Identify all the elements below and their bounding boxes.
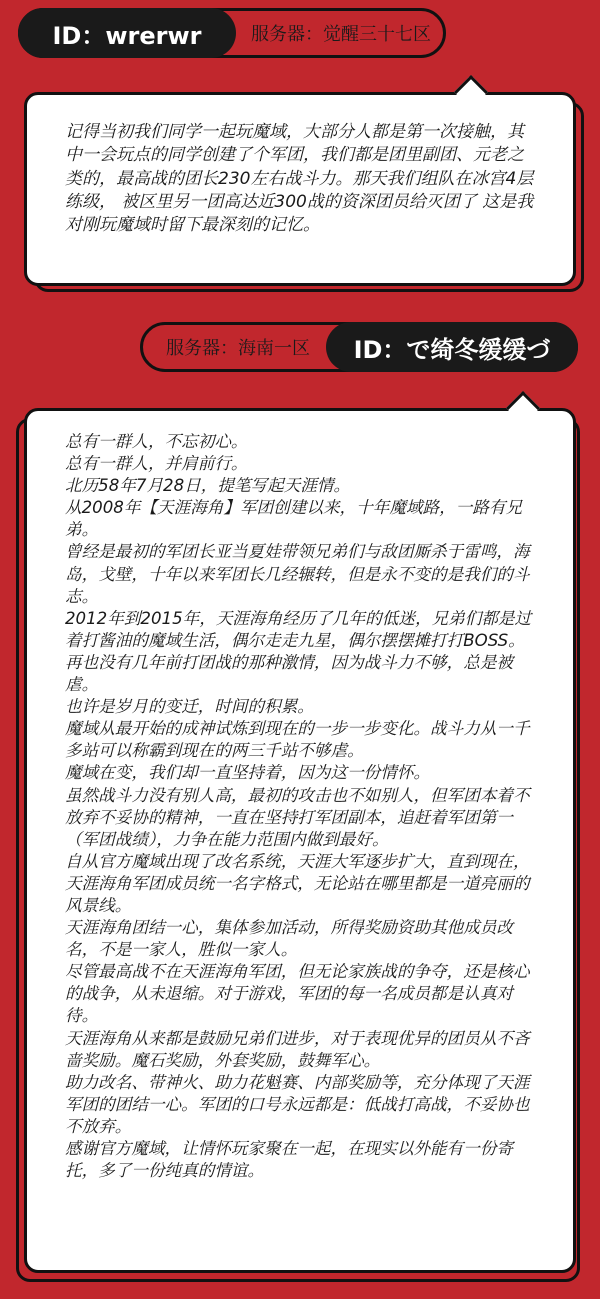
paragraph: 虽然战斗力没有别人高，最初的攻击也不如别人，但军团本着不放弃不妥协的精神，一直在坚持打军团副本，追赶着军团第一（军团战绩），力争在能力范围内做到最好。 bbox=[65, 785, 530, 849]
player-id-label: ID：wrerwr bbox=[18, 8, 236, 58]
message-card-2 bbox=[24, 408, 576, 1273]
paragraph: 天涯海角从来都是鼓励兄弟们进步，对于表现优异的团员从不吝啬奖励。魔石奖励，外套奖励，鼓舞军心。 bbox=[65, 1028, 530, 1070]
server-label: 服务器：海南一区 bbox=[166, 338, 310, 359]
paragraph: 尽管最高战不在天涯海角军团，但无论家族战的争夺，还是核心的战争，从未退缩。对于游戏，军团的每一名成员都是认真对待。 bbox=[65, 962, 530, 1026]
paragraph: 2012年到2015年，天涯海角经历了几年的低迷，兄弟们都是过着打酱油的魔域生活，偶尔走走九星，偶尔摆摆摊打打BOSS。再也没有几年前打团战的那种激情，因为战斗力不够，总是被虐。 bbox=[65, 608, 532, 695]
player-header-2 bbox=[140, 322, 578, 372]
paragraph: 也许是岁月的变迁，时间的积累。 bbox=[65, 697, 314, 717]
paragraph: 总有一群人，并肩前行。 bbox=[65, 454, 248, 474]
player-header-1 bbox=[18, 8, 446, 58]
server-label: 服务器：觉醒三十七区 bbox=[251, 24, 431, 45]
message-text: 记得当初我们同学一起玩魔域，大部分人都是第一次接触，其中一会玩点的同学创建了个军团，我们都是团里副团、元老之类的，最高战的团长230左右战斗力。那天我们组队在冰宫4层练级， 被区里另一团高达近300战的资深团员给灭团了 这是我对刚玩魔域时留下最深刻的记忆。 bbox=[65, 122, 534, 236]
player-id-label: ID：で绮冬缓缓づ bbox=[326, 322, 578, 372]
paragraph: 助力改名、带神火、助力花魁赛、内部奖励等，充分体现了天涯军团的团结一心。军团的口号永远都是：低战打高战，不妥协也不放弃。 bbox=[65, 1072, 530, 1136]
paragraph: 曾经是最初的军团长亚当夏娃带领兄弟们与敌团厮杀于雷鸣，海岛，戈壁，十年以来军团长几经辗转，但是永不变的是我们的斗志。 bbox=[65, 542, 530, 606]
speech-bubble-tail bbox=[454, 75, 488, 109]
message-text-block bbox=[65, 431, 539, 1182]
paragraph: 天涯海角团结一心，集体参加活动，所得奖励资助其他成员改名，不是一家人，胜似一家人。 bbox=[65, 918, 514, 960]
paragraph: 从2008年【天涯海角】军团创建以来，十年魔域路，一路有兄弟。 bbox=[65, 498, 523, 540]
paragraph: 总有一群人，不忘初心。 bbox=[65, 432, 248, 451]
paragraph: 自从官方魔域出现了改名系统，天涯大军逐步扩大，直到现在，天涯海角军团成员统一名字格式，无论站在哪里都是一道亮丽的风景线。 bbox=[65, 851, 530, 915]
paragraph: 感谢官方魔域，让情怀玩家聚在一起，在现实以外能有一份寄托，多了一份纯真的情谊。 bbox=[65, 1139, 514, 1181]
paragraph: 魔域从最开始的成神试炼到现在的一步一步变化。战斗力从一千多站可以称霸到现在的两三千站不够虐。 bbox=[65, 719, 530, 761]
paragraph: 魔域在变，我们却一直坚持着，因为这一份情怀。 bbox=[65, 763, 431, 783]
speech-bubble-tail bbox=[506, 391, 540, 425]
message-card-1 bbox=[24, 92, 576, 286]
paragraph: 北历58年7月28日，提笔写起天涯情。 bbox=[65, 476, 351, 496]
